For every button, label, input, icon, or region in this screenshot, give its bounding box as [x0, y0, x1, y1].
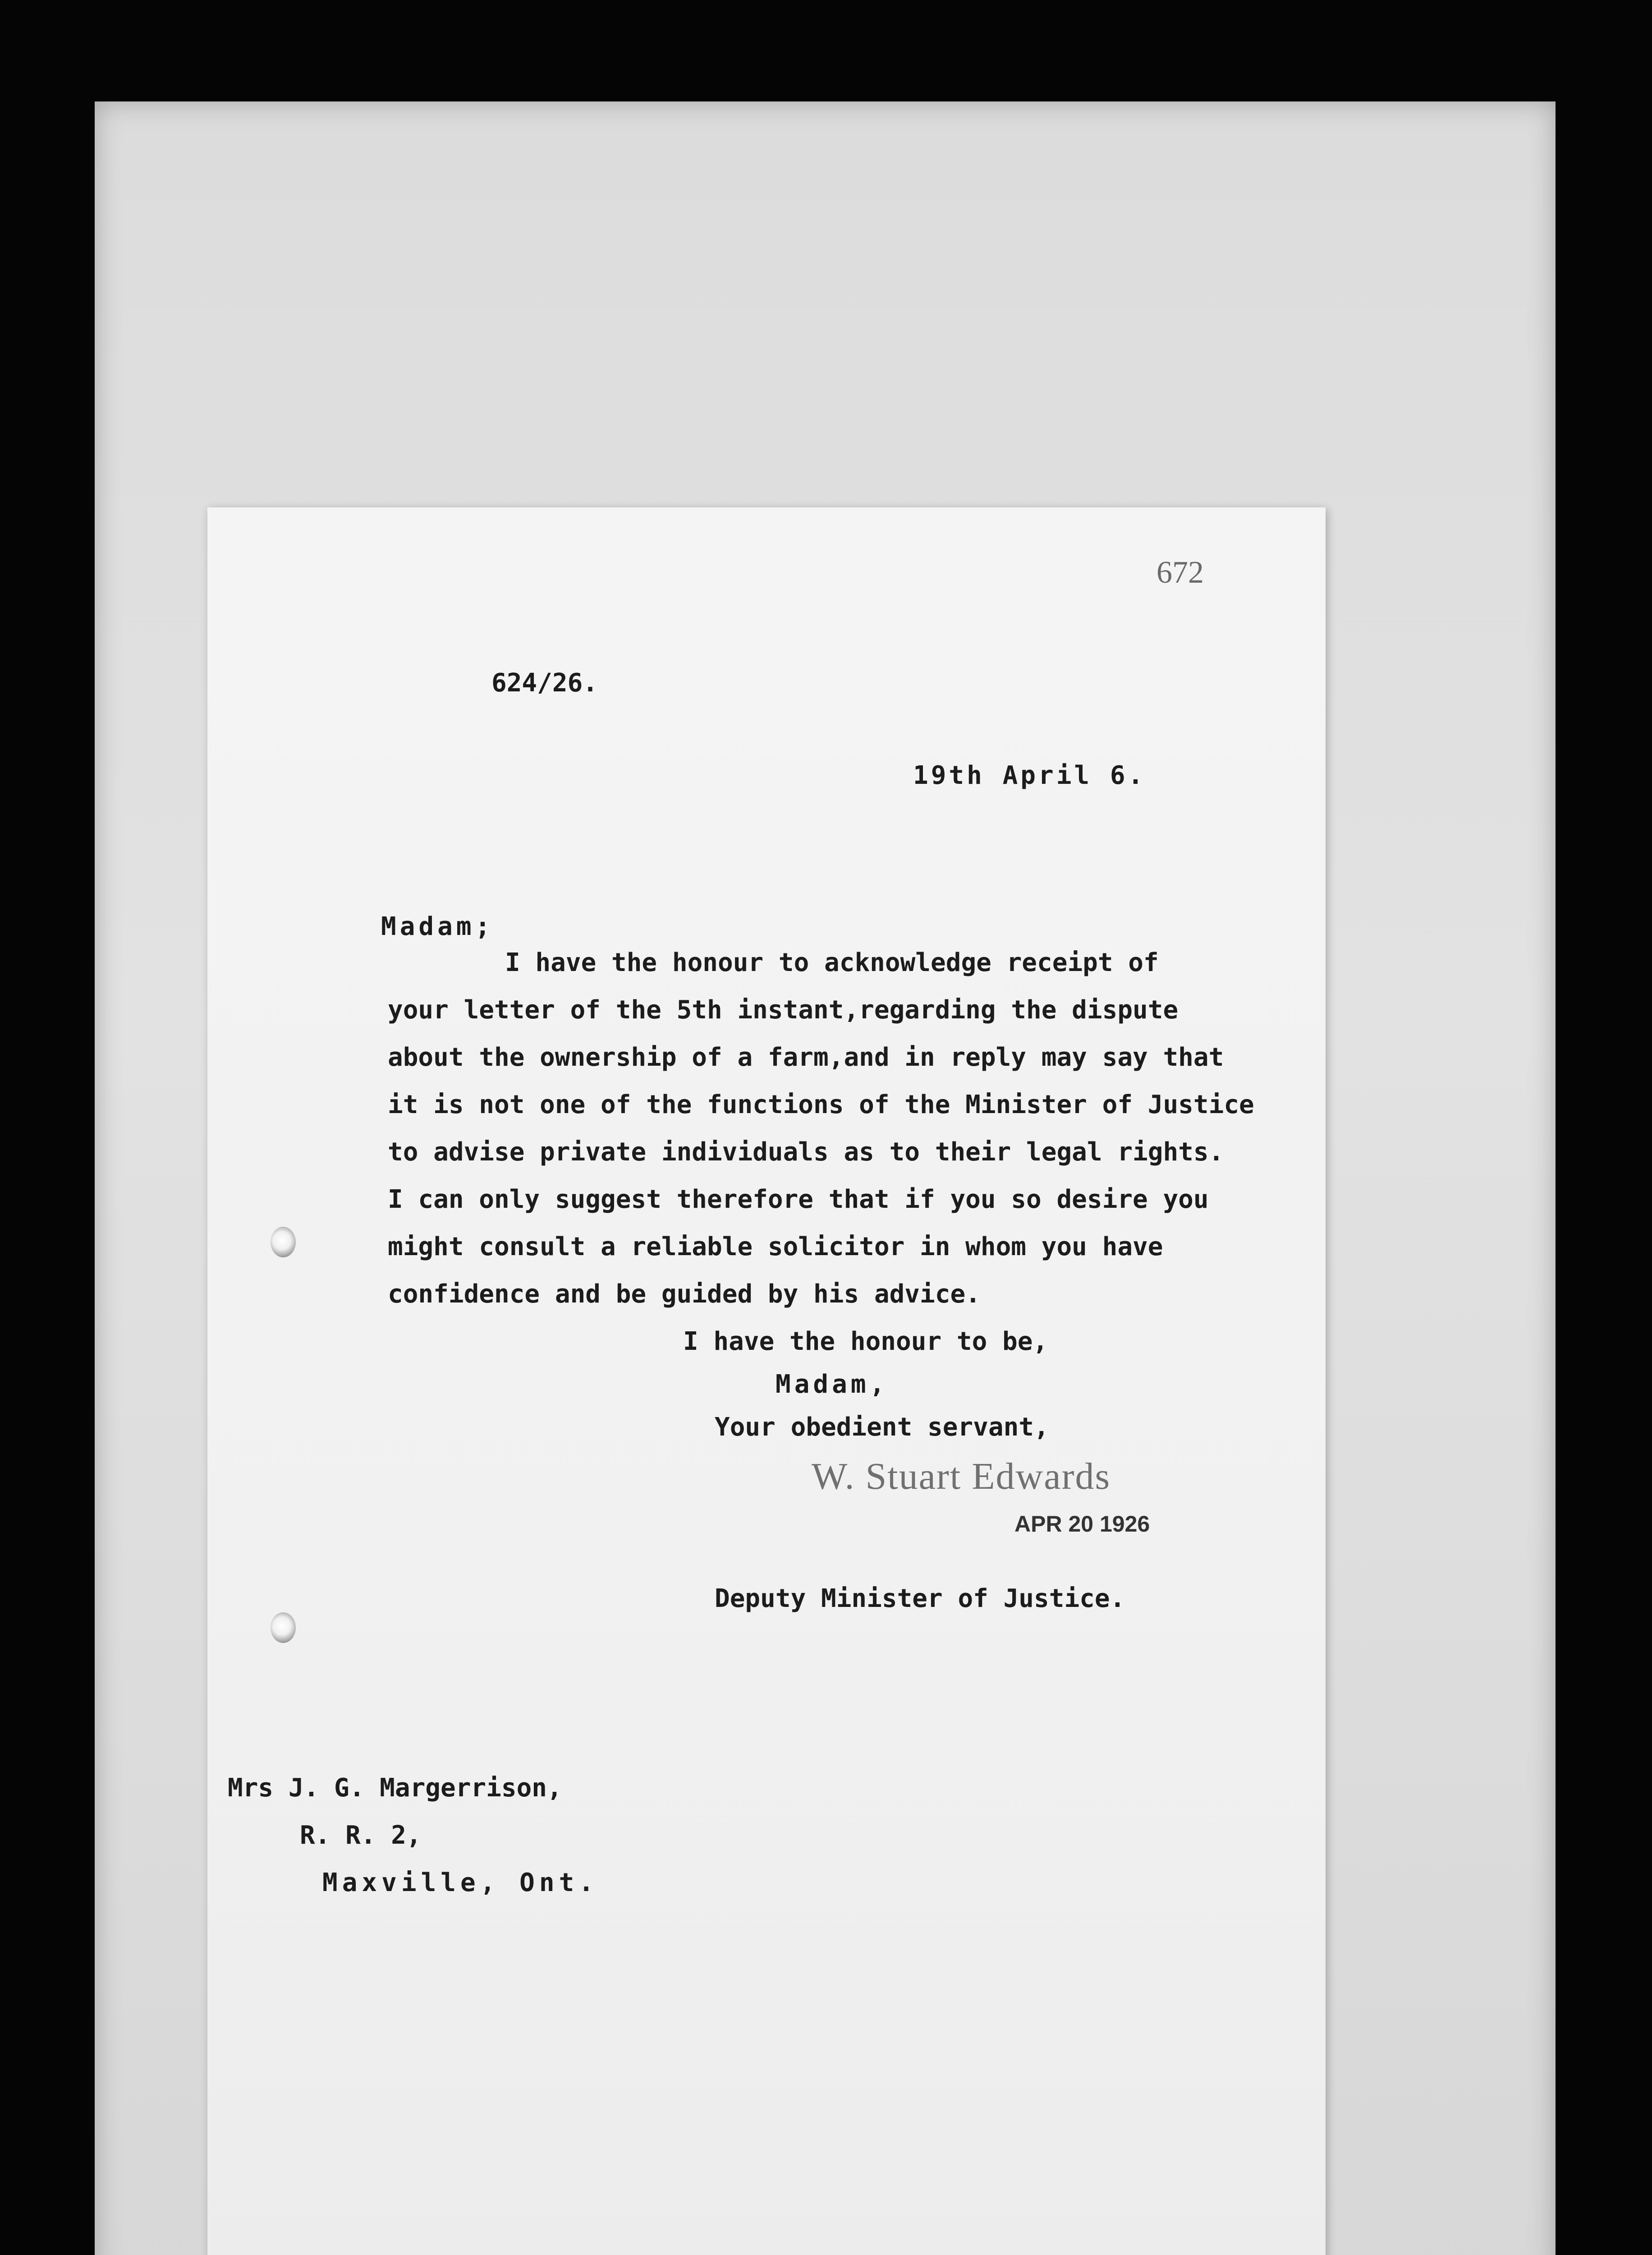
body-line-2: your letter of the 5th instant,regarding the dispute — [388, 995, 1179, 1025]
addressee-name: Mrs J. G. Margerrison, — [228, 1773, 562, 1803]
received-date-stamp: APR 20 1926 — [1014, 1511, 1150, 1537]
body-line-5: to advise private individuals as to their legal rights. — [388, 1137, 1224, 1167]
letter-sheet — [207, 507, 1326, 2255]
body-line-4: it is not one of the functions of the Minister of Justice — [388, 1090, 1254, 1119]
body-line-8: confidence and be guided by his advice. — [388, 1279, 981, 1309]
closing-line-2: Madam, — [776, 1370, 889, 1399]
punch-hole-bottom — [271, 1612, 296, 1643]
closing-line-3: Your obedient servant, — [715, 1413, 1049, 1442]
body-line-6: I can only suggest therefore that if you so desire you — [388, 1185, 1209, 1214]
closing-line-1: I have the honour to be, — [683, 1327, 1048, 1356]
signature-stamp: W. Stuart Edwards — [812, 1455, 1111, 1497]
salutation: Madam; — [381, 912, 494, 941]
body-line-7: might consult a reliable solicitor in whom you have — [388, 1232, 1163, 1261]
folio-number: 672 — [1156, 555, 1204, 590]
addressee-route: R. R. 2, — [300, 1821, 422, 1850]
body-line-1: I have the honour to acknowledge receipt of — [505, 948, 1159, 977]
date-line: 19th April 6. — [913, 761, 1146, 790]
file-reference: 624/26. — [491, 668, 598, 698]
body-line-3: about the ownership of a farm,and in reply may say that — [388, 1043, 1224, 1072]
addressee-town: Maxville, Ont. — [322, 1868, 599, 1897]
punch-hole-top — [271, 1227, 296, 1257]
signatory-title: Deputy Minister of Justice. — [715, 1584, 1125, 1613]
